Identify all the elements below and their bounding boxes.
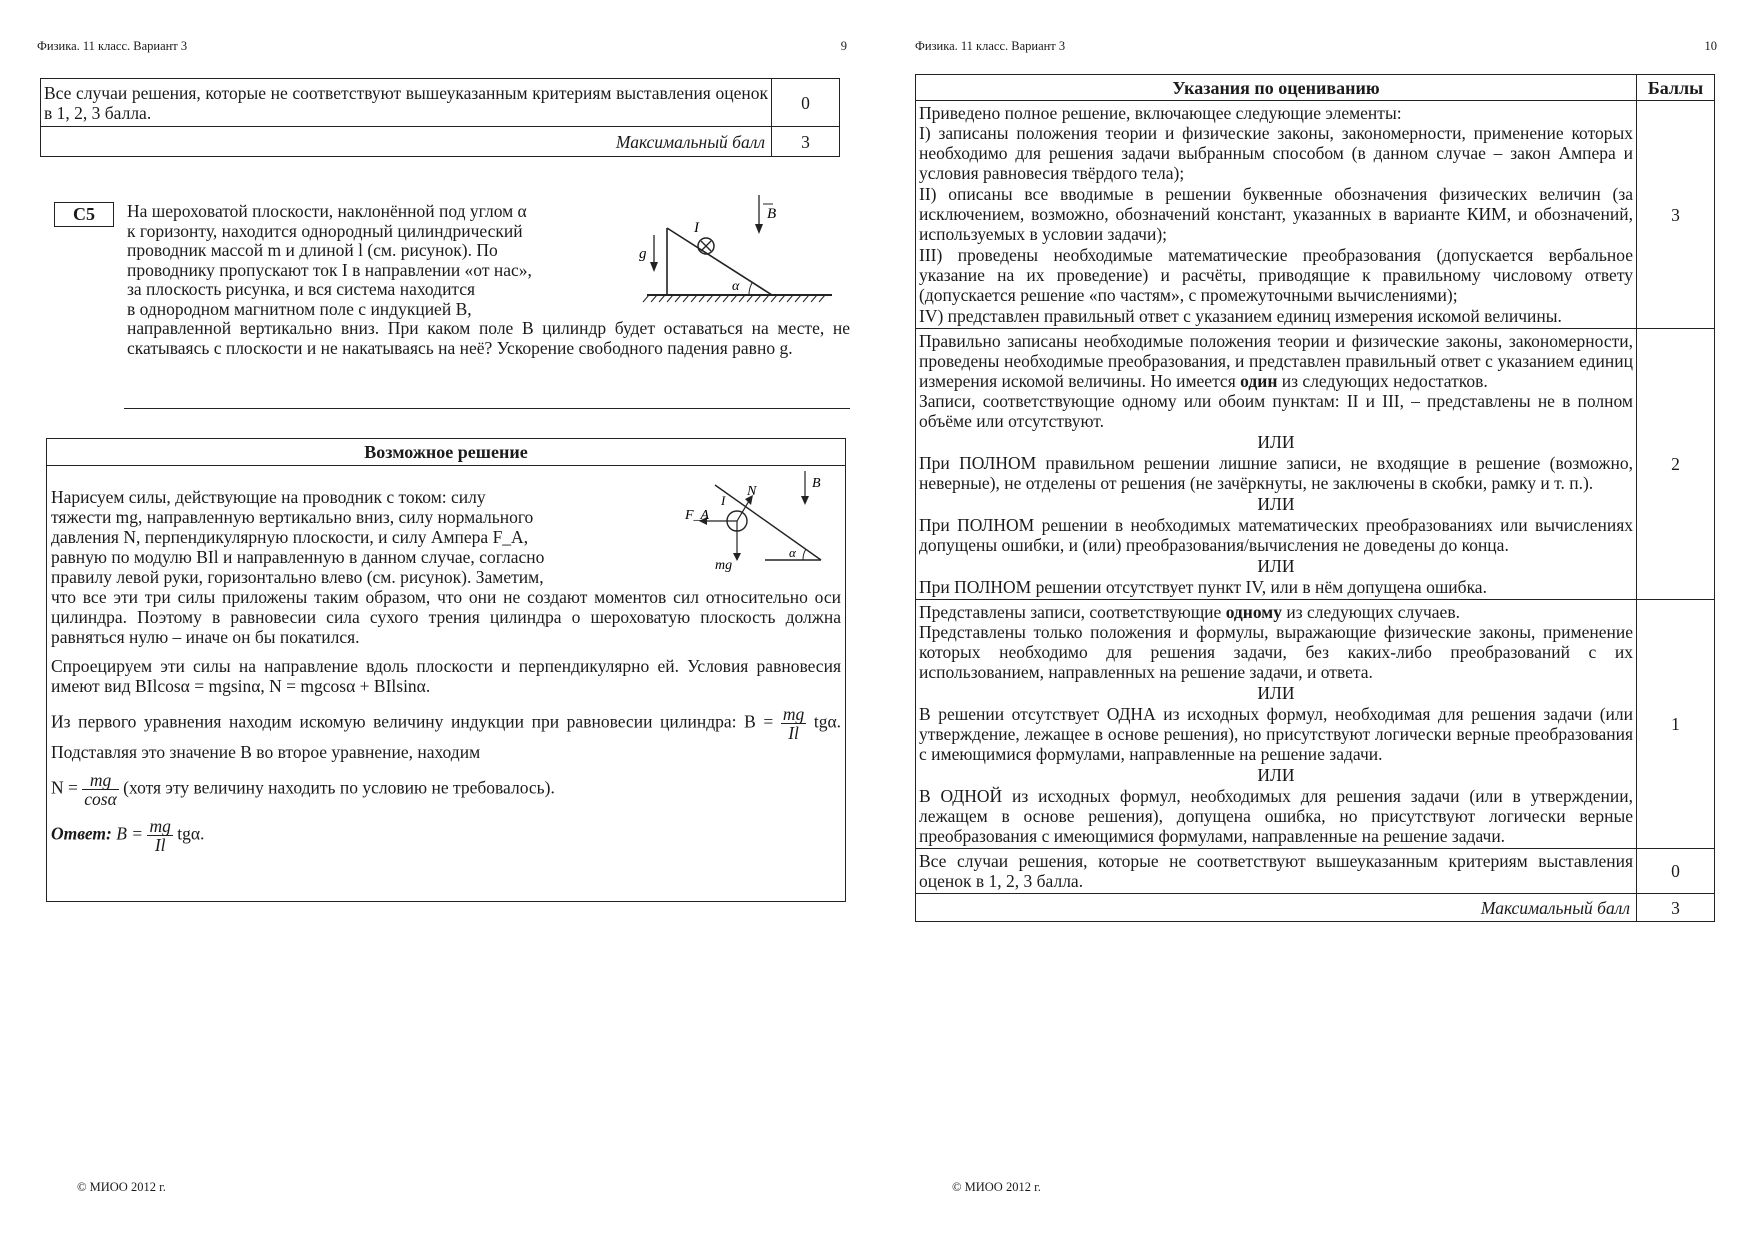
solution-line: Нарисуем силы, действующие на проводник с током: силу	[51, 487, 486, 507]
row2-p2: Записи, соответствующие одному или обоим пунктам: II и III, – представлены не в полном объёме или отсутствуют.	[919, 391, 1633, 431]
answer-fraction: $\frac{mg}{Il}$	[149, 816, 171, 855]
task-line: проводник массой m и длиной l (см. рисунок). По	[127, 240, 498, 260]
task-line: за плоскость рисунка, и вся система находится	[127, 279, 476, 299]
header-title: Физика. 11 класс. Вариант 3	[915, 39, 1066, 53]
current-label: I	[694, 220, 699, 236]
row2-p5: При ПОЛНОМ решении отсутствует пункт IV, или в нём допущена ошибка.	[919, 577, 1487, 597]
or-separator: ИЛИ	[1257, 432, 1295, 452]
row1-p2: Представлены только положения и формулы, выражающие физические законы, применение которых необходимо для решения задачи, без каких-либо преобразований с их использованием, направленных на решение задачи, и ответа.	[919, 622, 1633, 682]
task-tail: направленной вертикально вниз. При каком поле B цилиндр будет оставаться на месте, не скатываясь с плоскости и не накатываясь на неё? Ускорение свободного падения равно g.	[127, 318, 850, 358]
solution-line: давления N, перпендикулярную плоскости, и силу Ампера F_A,	[51, 527, 529, 547]
row2-points: 2	[1637, 329, 1715, 600]
row3-item: II) описаны все вводимые в решении буквенные обозначения физических величин (за исключением, возможно, обозначений констант, указанных в варианте КИМ, и обозначений, используемых в условии задачи);	[919, 184, 1633, 244]
row1-points: 1	[1637, 600, 1715, 849]
solution-answer	[51, 817, 841, 854]
criteria-row-0-points: 0	[772, 79, 840, 127]
forces-field-label: B	[812, 476, 821, 491]
fraction-mg-over-cos: $\frac{mg}{\cos\alpha}$	[84, 770, 117, 809]
max-score-label: Максимальный балл	[916, 894, 1637, 922]
row2-p3: При ПОЛНОМ правильном решении лишние записи, не входящие в решение (возможно, неверные), не отделены от решения (не зачёркнуты, не заключены в скобки, рамку и т. п.).	[919, 453, 1633, 493]
solution-p3-b: tgα. Подставляя это значение B во второе уравнение, находим	[51, 711, 842, 762]
gravity-label: g	[639, 246, 647, 262]
solution-p4-a: N =	[51, 777, 78, 798]
ampere-force-label: F_A	[685, 508, 710, 523]
row1-p1: Представлены записи, соответствующие одному из следующих случаев.	[919, 602, 1460, 622]
row2-p1: Правильно записаны необходимые положения теории и физические законы, закономерности, проведены необходимые преобразования, и представлен правильный ответ с указанием единиц измерения искомой величины. Но имеется один из следующих недостатков.	[919, 331, 1633, 391]
solution-p3	[51, 705, 841, 762]
row1-p4: В ОДНОЙ из исходных формул, необходимых для решения задачи (или в утверждении, лежащем в основе решения), допущена ошибка, но присутствуют логически верные преобразования с имеющимися формулами, направленные на решение задачи.	[919, 786, 1633, 846]
solution-box	[46, 438, 846, 902]
or-separator: ИЛИ	[1257, 765, 1295, 785]
solution-line: правилу левой руки, горизонтально влево (см. рисунок). Заметим,	[51, 567, 544, 587]
or-separator: ИЛИ	[1257, 556, 1295, 576]
row2-p4: При ПОЛНОМ решении в необходимых математических преобразованиях или вычислениях допущены ошибки, и (или) преобразования/вычисления не доведены до конца.	[919, 515, 1633, 555]
task-line: На шероховатой плоскости, наклонённой под углом α	[127, 201, 527, 221]
page-number: 10	[1704, 39, 1717, 53]
normal-force-label: N	[747, 484, 757, 499]
forces-angle-label: α	[789, 545, 796, 560]
footer: © МИОО 2012 г.	[77, 1180, 166, 1194]
solution-title: Возможное решение	[47, 439, 845, 466]
header-title: Физика. 11 класс. Вариант 3	[37, 39, 188, 53]
criteria-row-1	[916, 600, 1637, 849]
solution-p2: Спроецируем эти силы на направление вдоль плоскости и перпендикулярно ей. Условия равновесия имеют вид BIlcosα = mgsinα, N = mgcosα + BIlsinα.	[51, 656, 841, 696]
solution-p4	[51, 771, 841, 808]
task-line: проводнику пропускают ток I в направлении «от нас»,	[127, 259, 532, 280]
wedge-slope	[667, 228, 772, 295]
criteria-row-0-text: Все случаи решения, которые не соответствуют вышеуказанным критериям выставления оценок в 1, 2, 3 балла.	[41, 79, 772, 127]
task-line: в однородном магнитном поле с индукцией B,	[127, 298, 472, 319]
criteria-table	[915, 74, 1715, 922]
incline-figure	[637, 190, 842, 305]
or-separator: ИЛИ	[1257, 494, 1295, 514]
solution-p4-b: (хотя эту величину находить по условию не требовалось).	[123, 777, 555, 798]
fraction-mg-over-Il: $\frac{mg}{Il}$	[782, 704, 805, 743]
max-score-value: 3	[1637, 894, 1715, 922]
solution-body	[51, 487, 841, 863]
page-number: 9	[840, 39, 847, 53]
answer-a: B =	[116, 823, 144, 844]
gravity-force-label: mg	[715, 558, 733, 573]
row1-p3: В решении отсутствует ОДНА из исходных формул, необходимая для решения задачи (или утверждение, лежащее в основе решения), но присутствуют логически верные преобразования с имеющимися формулами, направленные на решение задачи.	[919, 704, 1633, 764]
right-page	[877, 0, 1754, 1239]
row3-points: 3	[1637, 101, 1715, 329]
top-criteria-table	[40, 78, 840, 157]
col-points-header: Баллы	[1637, 75, 1715, 101]
footer: © МИОО 2012 г.	[952, 1180, 1041, 1194]
solution-line: равную по модулю BIl и направленную в данном случае, согласно	[51, 547, 545, 567]
row3-item: I) записаны положения теории и физические законы, закономерности, применение которых необходимо для решения задачи выбранным способом (в данном случае – закон Ампера и условия равновесия твёрдого тела);	[919, 123, 1633, 183]
criteria-row-3	[916, 101, 1637, 329]
row3-intro: Приведено полное решение, включающее следующие элементы:	[919, 103, 1402, 123]
field-label: B	[767, 206, 777, 222]
task-line: к горизонту, находится однородный цилиндрический	[127, 220, 523, 241]
solution-line: тяжести mg, направленную вертикально вниз, силу нормального	[51, 507, 534, 527]
criteria-row-2	[916, 329, 1637, 600]
max-score-value: 3	[772, 127, 840, 157]
task-label: С5	[54, 202, 114, 227]
criteria-row-0: Все случаи решения, которые не соответствуют вышеуказанным критериям выставления оценок в 1, 2, 3 балла.	[916, 849, 1637, 894]
or-separator: ИЛИ	[1257, 683, 1295, 703]
forces-current-label: I	[721, 493, 726, 508]
row0-points: 0	[1637, 849, 1715, 894]
row3-item: III) проведены необходимые математические преобразования (допускается вербальное указание на их проведение) и расчёты, приводящие к правильному числовому ответу (допускается решение «по частям», с промежуточными вычислениями);	[919, 245, 1633, 305]
col-criteria-header: Указания по оцениванию	[916, 75, 1637, 101]
task-divider	[124, 408, 850, 409]
solution-p3-a: Из первого уравнения находим искомую величину индукции при равновесии цилиндра: B =	[51, 711, 774, 732]
angle-label: α	[732, 279, 740, 294]
solution-p1-tail: что все эти три силы приложены таким образом, что они не создают моментов сил относительно оси цилиндра. Поэтому в равновесии сила сухого трения цилиндра о шероховатую плоскость должна равняться нулю – иначе он бы покатился.	[51, 587, 841, 647]
row3-item: IV) представлен правильный ответ с указанием единиц измерения искомой величины.	[919, 306, 1562, 326]
answer-b: tgα.	[177, 823, 205, 844]
answer-label: Ответ:	[51, 823, 112, 844]
max-score-label: Максимальный балл	[41, 127, 772, 157]
